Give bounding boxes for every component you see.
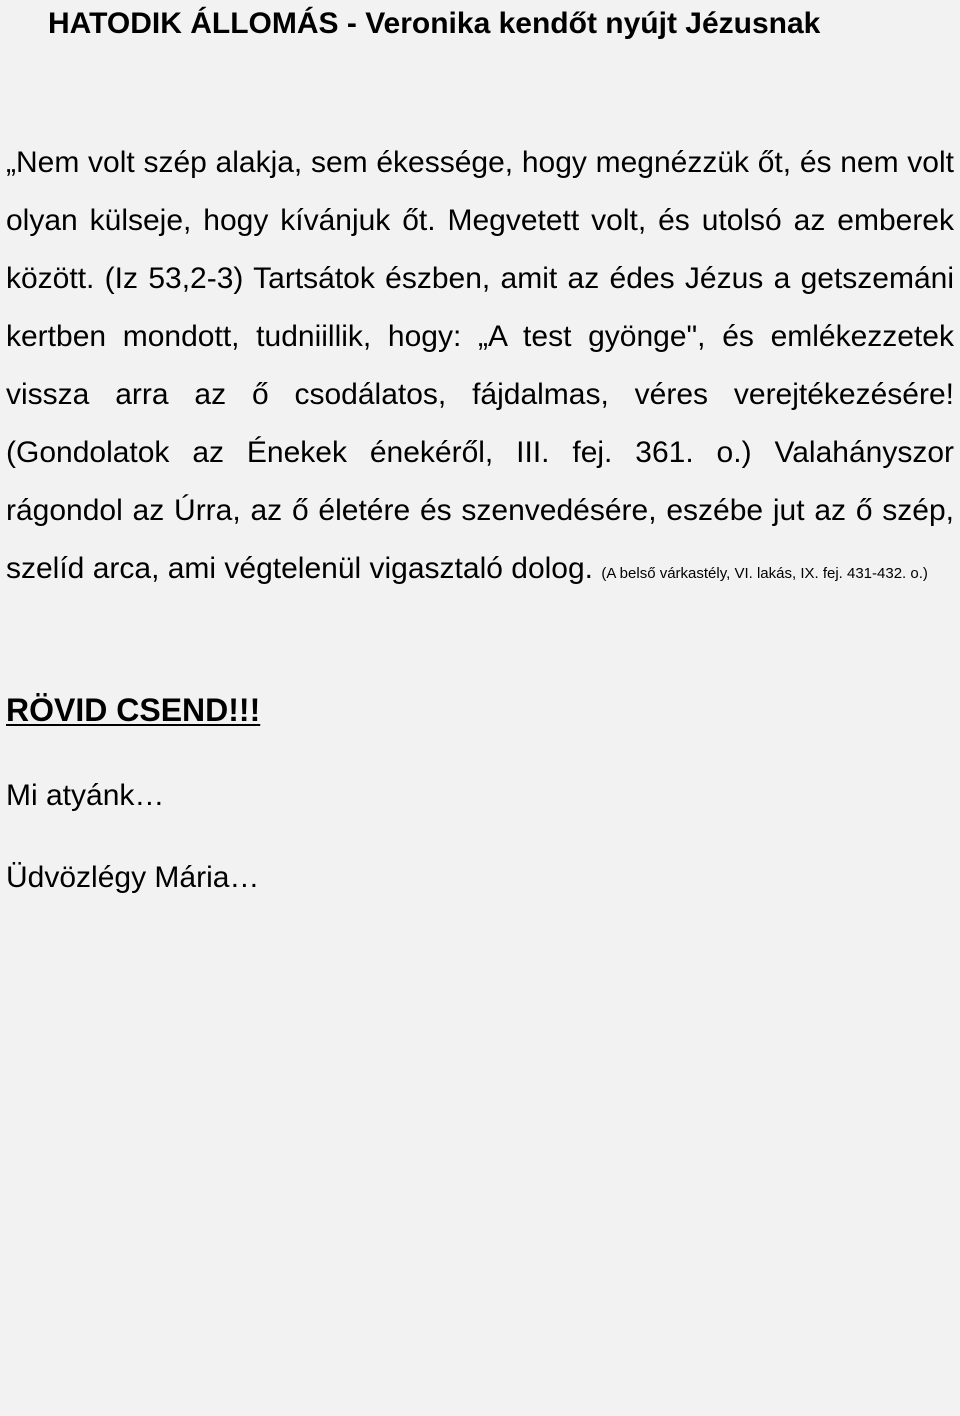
source-citation: (A belső várkastély, VI. lakás, IX. fej. 431-432. o.) bbox=[601, 565, 928, 582]
prayer-our-father: Mi atyánk… bbox=[6, 779, 165, 812]
silence-heading: RÖVID CSEND!!! bbox=[6, 692, 261, 728]
meditation-text: „Nem volt szép alakja, sem ékessége, hogy megnézzük őt, és nem volt olyan külseje, hogy kívánjuk őt. Megvetett volt, és utolsó az emberek között. (Iz 53,2-3) Tartsátok észben, amit az édes Jézus a getszemáni kertben mondott, tudniillik, hogy: „A test gyönge", és emlékezzetek vissza arra az ő csodálatos, fájdalmas, véres verejtékezésére! (Gondolatok az Énekek énekéről, III. fej. 361. o.) Valahányszor rágondol az Úrra, az ő életére és szenvedésére, eszébe jut az ő szép, szelíd arca, ami végtelenül vigasztaló dolog. bbox=[6, 146, 954, 585]
station-title: HATODIK ÁLLOMÁS - Veronika kendőt nyújt Jézusnak bbox=[48, 7, 821, 40]
meditation-paragraph bbox=[6, 134, 954, 603]
prayer-hail-mary: Üdvözlégy Mária… bbox=[6, 861, 260, 894]
